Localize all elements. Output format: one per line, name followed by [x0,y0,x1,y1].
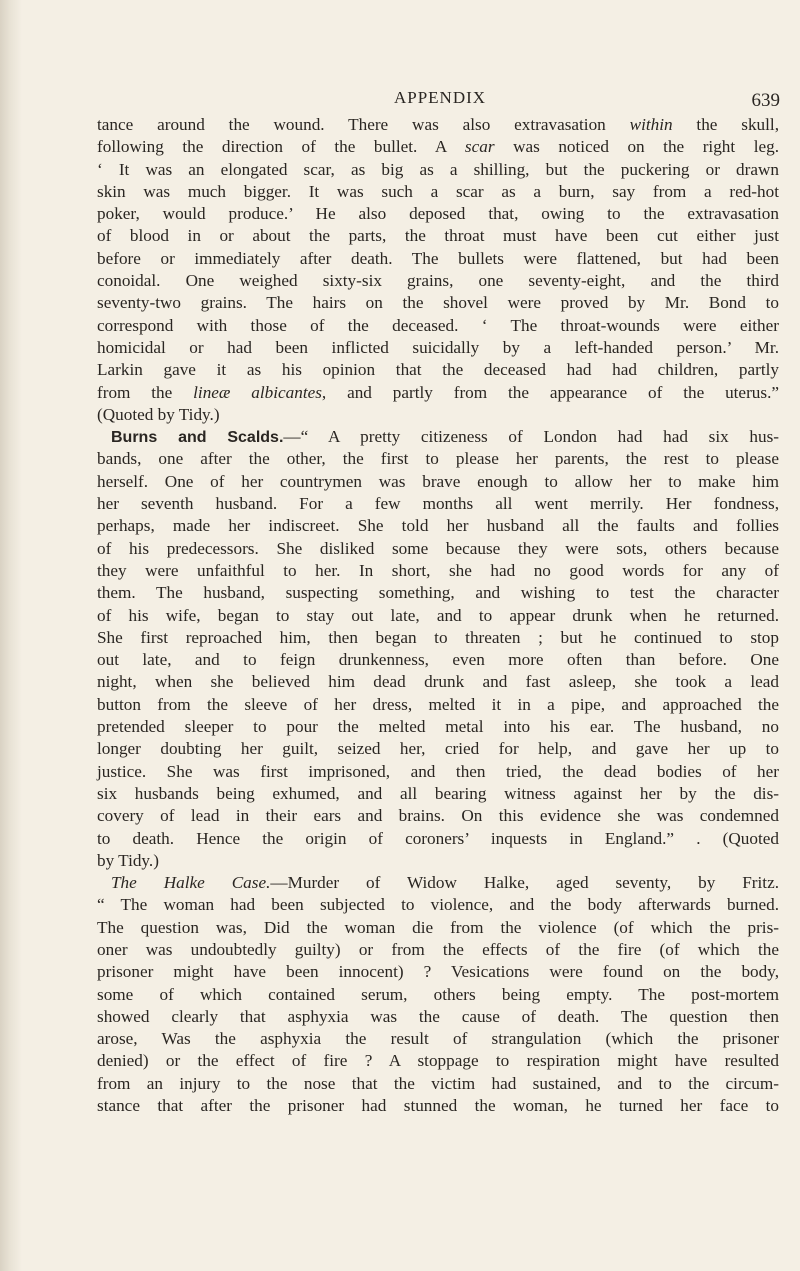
text-line: of his wife, began to stay out late, and to appear drunk when he returned. [97,605,779,625]
text-line: night, when she believed him dead drunk and fast asleep, she took a lead [97,672,779,692]
text-line: skin was much bigger. It was such a scar as a burn, say from a red-hot [97,181,779,201]
text-line: “ The woman had been subjected to violence, and the body afterwards burned. [97,895,779,915]
page-number: 639 [751,90,780,111]
text-line: of his predecessors. She disliked some because they were sots, others because [97,538,779,558]
text-line: of blood in or about the parts, the throat must have been cut either just [97,226,779,246]
text-line: denied) or the effect of fire ? A stoppage to respiration might have resulted [97,1051,779,1071]
text-line: from an injury to the nose that the victim had sustained, and to the circum- [97,1073,779,1093]
text-line: seventy-two grains. The hairs on the shovel were proved by Mr. Bond to [97,293,779,313]
text-line: before or immediately after death. The bullets were flattened, but had been [97,248,779,268]
text-line-halke-heading: The Halke Case.—Murder of Widow Halke, aged seventy, by Fritz. [111,873,779,893]
page-gutter-shadow [0,0,22,1271]
emphasis-text: scar [464,137,495,157]
text-line: herself. One of her countrymen was brave enough to allow her to make him [97,471,779,491]
text-line: six husbands being exhumed, and all bearing witness against her by the dis- [97,783,779,803]
text-line: poker, would produce.’ He also deposed that, owing to the extravasation [97,204,779,224]
text-line: prisoner might have been innocent) ? Vesications were found on the body, [97,962,779,982]
text-line: some of which contained serum, others being empty. The post-mortem [97,984,779,1004]
emphasis-text: Burns and Scalds. [111,429,284,447]
text-line: longer doubting her guilt, seized her, cried for help, and gave her up to [97,739,779,759]
body-text [97,114,779,1117]
text-line: homicidal or had been inflicted suicidally by a left-handed person.’ Mr. [97,337,779,357]
text-line: bands, one after the other, the first to please her parents, the rest to please [97,449,779,469]
text-line: (Quoted by Tidy.) [97,404,220,424]
text-line: Larkin gave it as his opinion that the deceased had had children, partly [97,360,779,380]
emphasis-text: The Halke Case. [111,873,271,893]
text-line: perhaps, made her indiscreet. She told her husband all the faults and follies [97,516,779,536]
text-line: out late, and to feign drunkenness, even more often than before. One [97,650,779,670]
text-line: oner was undoubtedly guilty) or from the effects of the fire (of which the [97,939,779,959]
emphasis-text: within [629,115,673,134]
text-line: following the direction of the bullet. A scar was noticed on the right leg. [97,137,779,157]
text-line: by Tidy.) [97,850,159,870]
text-line: She first reproached him, then began to threaten ; but he continued to stop [97,627,779,647]
running-title: APPENDIX [393,88,487,107]
text-line: tance around the wound. There was also extravasation within the skull, [97,115,779,134]
text-line: justice. She was first imprisoned, and then tried, the dead bodies of her [97,761,779,781]
text-line: button from the sleeve of her dress, melted it in a pipe, and approached the [97,694,779,714]
text-line: them. The husband, suspecting something, and wishing to test the character [97,583,779,603]
text-line: arose, Was the asphyxia the result of strangulation (which the prisoner [97,1029,779,1049]
text-line: ‘ It was an elongated scar, as big as a shilling, but the puckering or drawn [97,159,779,179]
text-line: covery of lead in their ears and brains. On this evidence she was condemned [97,806,779,826]
emphasis-text: lineæ albicantes [193,382,322,402]
text-line: pretended sleeper to pour the melted metal into his ear. The husband, no [97,717,779,737]
text-line: from the lineæ albicantes, and partly from the appearance of the uterus.” [97,382,779,402]
text-line: correspond with those of the deceased. ‘ The throat-wounds were either [97,315,779,335]
text-line: her seventh husband. For a few months all went merrily. Her fondness, [97,494,779,514]
text-line: they were unfaithful to her. In short, she had no good words for any of [97,560,779,580]
text-line: to death. Hence the origin of coroners’ inquests in England.” . (Quoted [97,828,779,848]
text-line: stance that after the prisoner had stunned the woman, he turned her face to [97,1096,779,1116]
text-line: conoidal. One weighed sixty-six grains, one seventy-eight, and the third [97,271,779,291]
text-line: showed clearly that asphyxia was the cause of death. The question then [97,1006,779,1026]
text-line-burns-heading: Burns and Scalds.—“ A pretty citizeness of London had had six hus- [111,427,780,447]
text-line: The question was, Did the woman die from the violence (of which the pris- [97,917,779,937]
